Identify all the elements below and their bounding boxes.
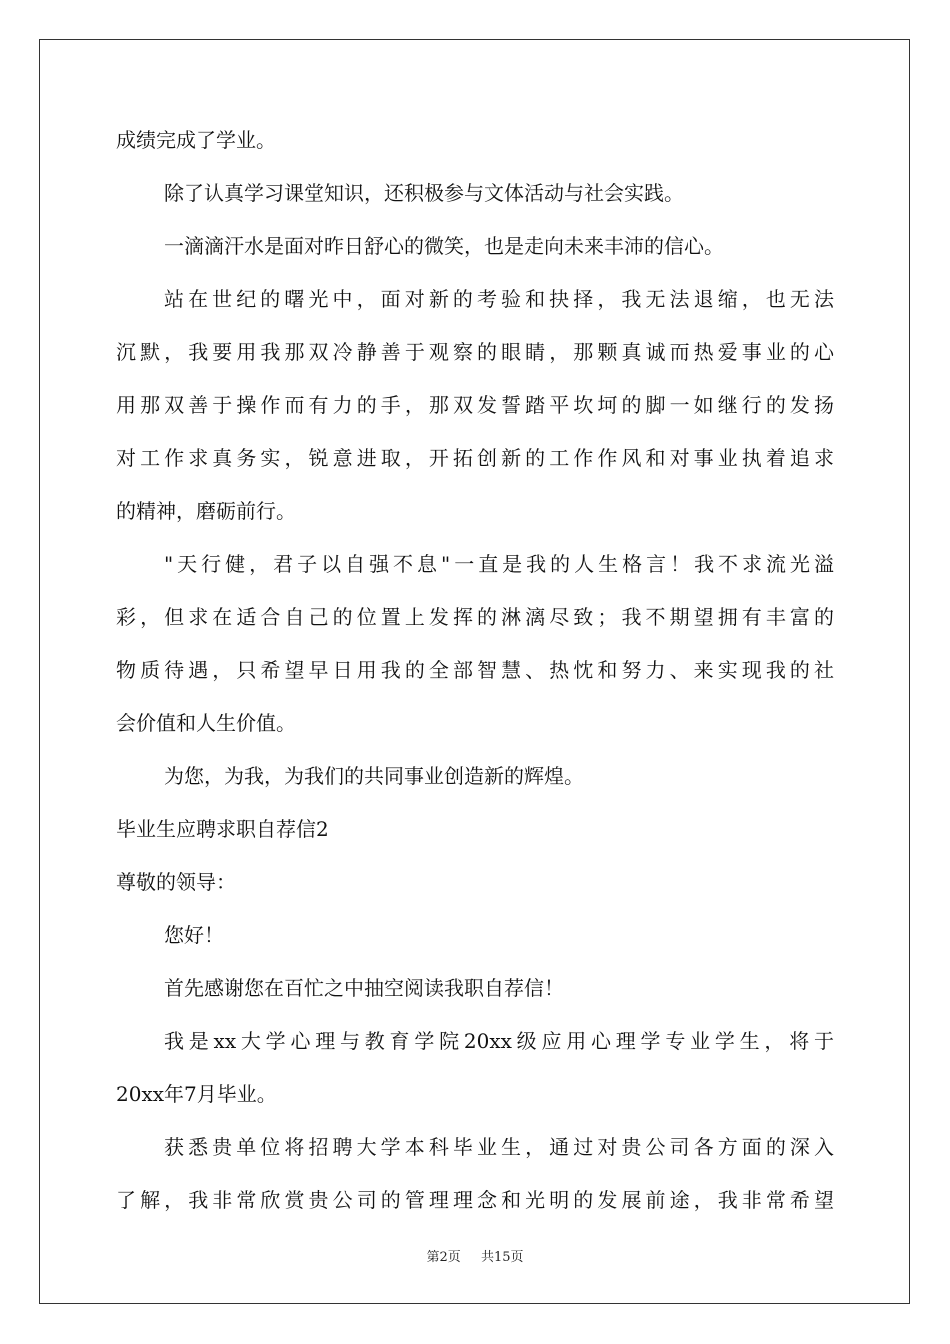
paragraph-line: "天行健，君子以自强不息"一直是我的人生格言！我不求流光溢 <box>164 552 834 576</box>
paragraph-line: 我是xx大学心理与教育学院20xx级应用心理学专业学生，将于 <box>164 1029 834 1053</box>
greeting: 您好！ <box>164 923 224 947</box>
text-line: 彩，但求在适合自己的位置上发挥的淋漓尽致；我不期望拥有丰富的 <box>116 605 834 629</box>
text-line: 物质待遇，只希望早日用我的全部智慧、热忱和努力、来实现我的社 <box>116 658 834 682</box>
text-line: 沉默，我要用我那双冷静善于观察的眼睛，那颗真诚而热爱事业的心 <box>116 340 834 364</box>
page-number: 第2页 <box>426 1250 461 1265</box>
page-footer <box>0 1250 950 1266</box>
paragraph-line: 获悉贵单位将招聘大学本科毕业生，通过对贵公司各方面的深入 <box>164 1135 834 1159</box>
text-line: 用那双善于操作而有力的手，那双发誓踏平坎坷的脚一如继行的发扬 <box>116 393 834 417</box>
salutation: 尊敬的领导： <box>116 870 236 894</box>
section-heading: 毕业生应聘求职自荐信2 <box>116 817 329 841</box>
document-body <box>116 126 834 1239</box>
text-line: 对工作求真务实，锐意进取，开拓创新的工作作风和对事业执着追求 <box>116 446 834 470</box>
paragraph-line: 站在世纪的曙光中，面对新的考验和抉择，我无法退缩，也无法 <box>164 287 834 311</box>
text-line: 的精神，磨砺前行。 <box>116 499 296 523</box>
paragraph-line: 一滴滴汗水是面对昨日舒心的微笑，也是走向未来丰沛的信心。 <box>164 234 724 258</box>
page-total: 共15页 <box>480 1250 524 1265</box>
text-line: 了解，我非常欣赏贵公司的管理理念和光明的发展前途，我非常希望 <box>116 1188 834 1212</box>
text-line: 会价值和人生价值。 <box>116 711 296 735</box>
paragraph-line: 除了认真学习课堂知识，还积极参与文体活动与社会实践。 <box>164 181 684 205</box>
paragraph-line: 首先感谢您在百忙之中抽空阅读我职自荐信！ <box>164 976 564 1000</box>
text-line: 成绩完成了学业。 <box>116 128 276 152</box>
paragraph-line: 为您，为我，为我们的共同事业创造新的辉煌。 <box>164 764 584 788</box>
text-line: 20xx年7月毕业。 <box>116 1082 277 1106</box>
